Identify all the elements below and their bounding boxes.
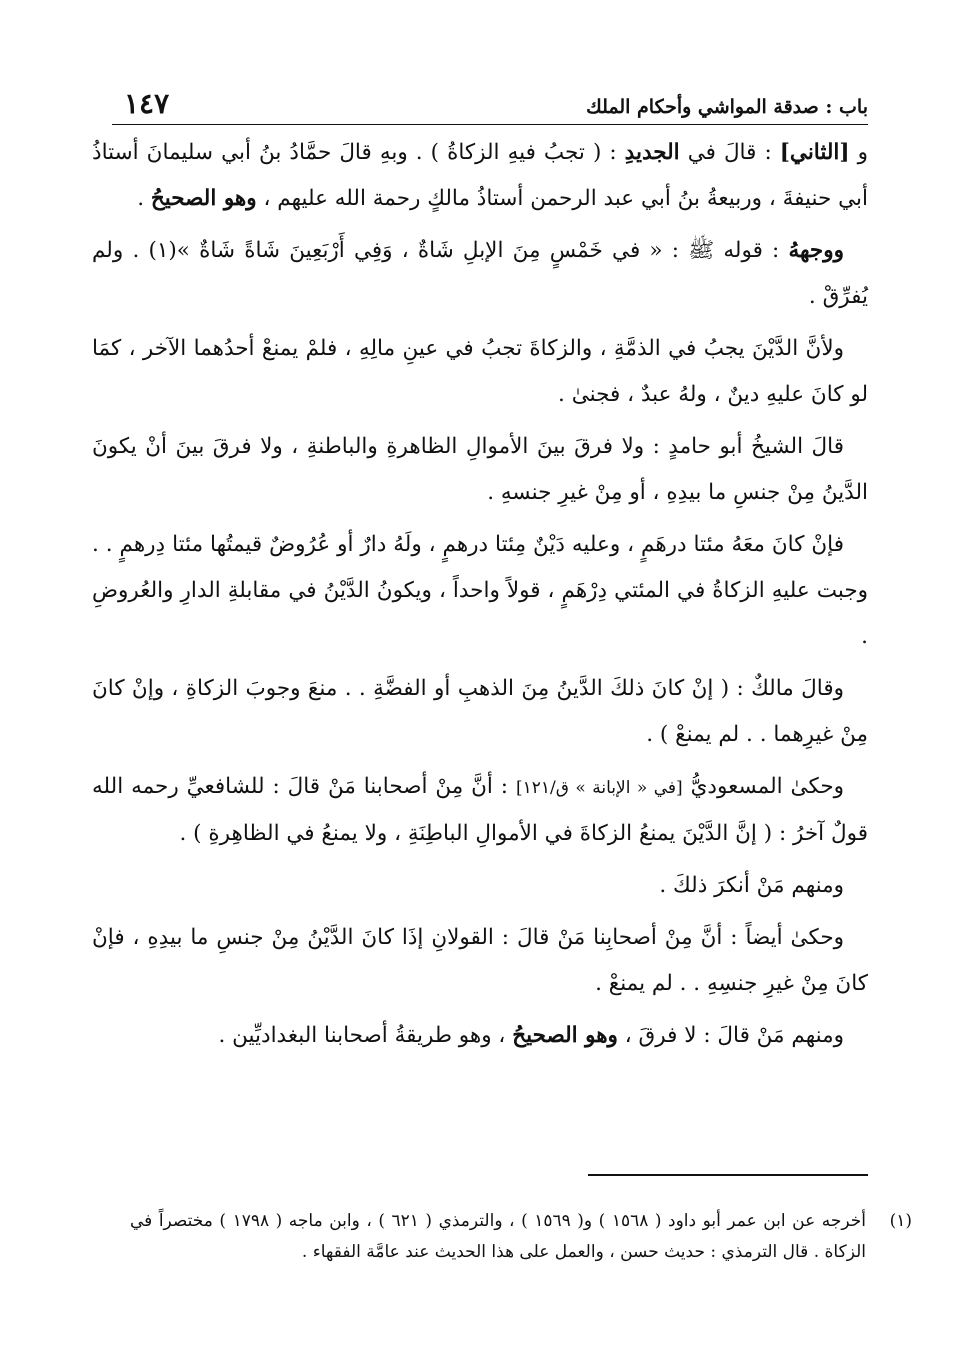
running-header: [112, 78, 868, 125]
text-run: : قالَ في: [679, 140, 780, 165]
text-run: : قوله ﷺ : « في خَمْسٍ مِنَ الإبلِ شَاةٌ ، وَفِي أَرْبَعِينَ شَاةً شَاةٌ »(١) . ولم يُفرِّقْ .: [92, 238, 868, 309]
main-text: [92, 130, 868, 1065]
footnote-text: أخرجه عن ابن عمر أبو داود ( ١٥٦٨ ) و( ١٥٦٩ ) ، والترمذي ( ٦٢١ ) ، وابن ماجه ( ١٧٩٨ ) مختصراً في الزكاة . قال الترمذي : حديث حسن ، والعمل على هذا الحديث عند عامَّة الفقهاء .: [130, 1211, 867, 1262]
text-run: .: [137, 186, 151, 211]
paragraph-7: [92, 764, 868, 857]
paragraph-2: [92, 228, 868, 320]
paragraph-9: وحكىٰ أيضاً : أنَّ مِنْ أصحابِنا مَنْ قالَ : القولانِ إذَا كانَ الدَّيْنُ مِنْ جنسِ ما بيدِهِ ، فإنْ كانَ مِنْ غيرِ جنسِهِ . . لم يمنعْ .: [92, 925, 868, 996]
paragraph-5: فإنْ كانَ معَهُ مئتا درهَمٍ ، وعليه دَيْنٌ مِئتا درهمٍ ، ولَهُ دارٌ أو عُرُوضٌ قيمتُها مئتا دِرهمٍ . . وجبت عليهِ الزكاةُ في المئتي دِرْهَمٍ ، قولاً واحداً ، ويكونُ الدَّيْنُ في مقابلةِ الدارِ والعُروضِ .: [92, 532, 868, 649]
bold-term: ووجههُ: [788, 238, 844, 263]
text-run: : ( تجبُ فيهِ الزكاةُ ) . وبهِ قالَ حمَّادُ بنُ أبي سليمانَ أستاذُ أبي حنيفةَ ، وربيعةُ بنُ أبي عبد الرحمن أستاذُ مالكٍ رحمة الله عليهم ،: [92, 140, 868, 211]
footnote-number: (١): [889, 1211, 912, 1231]
page-number: ١٤٧: [124, 87, 170, 120]
text-run: : أنَّ مِنْ أصحابنا مَنْ قالَ : للشافعيِّ رحمه الله قولٌ آخرُ : ( إنَّ الدَّيْنَ يمنعُ الزكاةَ في الأموالِ الباطِنَةِ ، ولا يمنعُ في الظاهِرةِ ) .: [92, 774, 868, 846]
footnote-separator: [588, 1174, 868, 1176]
chapter-title: باب : صدقة المواشي وأحكام الملك: [586, 96, 868, 118]
text-run: ، وهو طريقةُ أصحابنا البغداديِّين .: [218, 1023, 513, 1048]
bold-term: وهو الصحيحُ: [512, 1023, 618, 1048]
footnote: [130, 1206, 912, 1268]
text-run: ومنهم مَنْ قالَ : لا فرقَ ،: [617, 1023, 844, 1048]
paragraph-8: ومنهم مَنْ أنكرَ ذلكَ .: [659, 873, 844, 898]
text-run: و: [849, 140, 868, 165]
paragraph-4: قالَ الشيخُ أبو حامدٍ : ولا فرقَ بينَ الأموالِ الظاهرةِ والباطنةِ ، ولا فرقَ بينَ أنْ يكونَ الدَّينُ مِنْ جنسِ ما بيدِهِ ، أو مِنْ غيرِ جنسهِ .: [92, 434, 868, 505]
paragraph-1: [92, 130, 868, 222]
text-run: وحكىٰ المسعوديُّ: [682, 774, 844, 799]
bold-term: وهو الصحيحُ: [150, 186, 257, 211]
paragraph-10: [92, 1013, 868, 1059]
source-reference: [في « الإبانة » ق/١٢١]: [515, 778, 683, 798]
bold-term: [الثاني]: [779, 140, 850, 165]
paragraph-3: ولأنَّ الدَّيْنَ يجبُ في الذمَّةِ ، والزكاةَ تجبُ في عينِ مالِهِ ، فلمْ يمنعْ أحدُهما الآخر ، كمَا لو كانَ عليهِ دينٌ ، ولهُ عبدٌ ، فجنىٰ .: [92, 336, 868, 407]
bold-term: الجديدِ: [624, 140, 680, 165]
paragraph-6: وقالَ مالكٌ : ( إنْ كانَ ذلكَ الدَّينُ مِنَ الذهبِ أو الفضَّةِ . . منعَ وجوبَ الزكاةِ ، وإنْ كانَ مِنْ غيرِهما . . لم يمنعْ ) .: [92, 676, 868, 747]
